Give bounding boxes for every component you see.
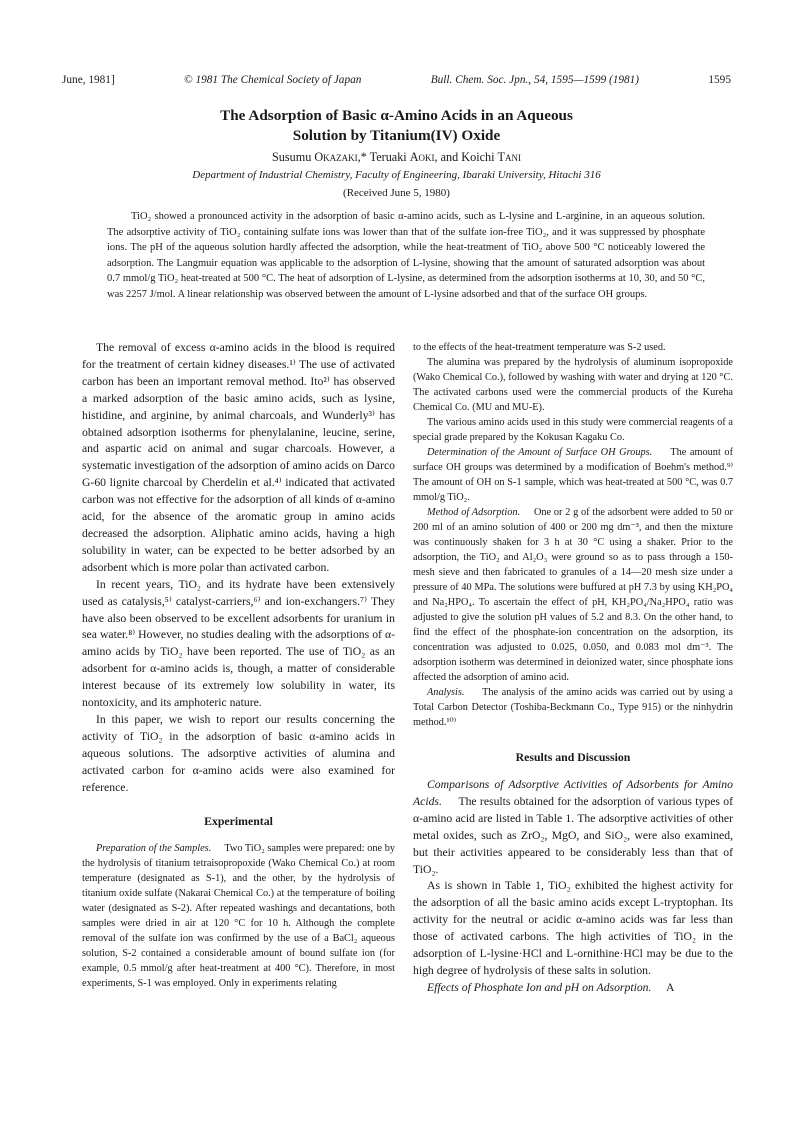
title-line-2: Solution by Titanium(IV) Oxide — [292, 127, 501, 144]
affiliation: Department of Industrial Chemistry, Faculty of Engineering, Ibaraki University, Hitachi 316 — [192, 169, 601, 181]
title-line-1: The Adsorption of Basic α-Amino Acids in an Aqueous — [220, 107, 573, 124]
author-list — [100, 150, 693, 165]
preparation-text: Two TiO₂ samples were prepared: one by the hydrolysis of titanium tetraisopropoxide (Wako Chemical Co.) at room temperature (designated as S-1), and the other, by the hydrolysis of titanium oxide sulfate (Nakarai Chemical Co.) at the temperature of boiling water (designated as S-2). After repeated washings and decantations, both samples were dried in air at 120 °C for 10 h. Although the complete removal of the sulfate ion was confirmed by the use of a BaCl₂ aqueous solution, S-2 contained a considerable amount of bound sulfate ion (for example, 0.5 mmol/g after heat-treatment at 400 °C). Therefore, in most experiments, S-1 was employed. Only in experiments relating — [82, 843, 396, 990]
received-date: (Received June 5, 1980) — [343, 187, 450, 199]
comparison-text: The results obtained for the adsorption of various types of α-amino acid are listed in Table 1. The adsorptive activities of other metal oxides, such as ZrO₂, MgO, and SiO₂, were also examined, but their activities appeared to be considerably less than that of TiO₂. — [413, 794, 733, 876]
oh-groups-paragraph — [413, 445, 733, 505]
right-column — [413, 340, 733, 997]
intro-paragraph-3: In this paper, we wish to report our results concerning the activity of TiO₂ in the adsorption of basic α-amino acids in aqueous solutions. The adsorptive activities of alumina and activated carbon for α-amino acids were also examined for reference. — [82, 712, 395, 794]
header-date: June, 1981] — [62, 74, 115, 86]
method-subheading: Method of Adsorption. — [427, 507, 521, 518]
intro-paragraph-2: In recent years, TiO₂ and its hydrate have been extensively used as catalysis,⁵⁾ catalyst-carriers,⁶⁾ and ion-exchangers.⁷⁾ They have also been observed to be excellent adsorbents for uranium in sea water.⁸⁾ However, no studies dealing with the adsorptions of α-amino acids by TiO₂ have been reported. The use of TiO₂ as an adsorbent for α-amino acids is, though, a matter of considerable interest because of its extremely low solubility in water, its nontoxicity, and its amphoteric nature. — [82, 577, 395, 710]
analysis-subheading: Analysis. — [427, 687, 465, 698]
effects-subheading: Effects of Phosphate Ion and pH on Adsorption. — [427, 980, 652, 994]
analysis-text: The analysis of the amino acids was carried out by using a Total Carbon Detector (Toshiba-Beckmann Co., Type 915) or the ninhydrin method.¹⁰⁾ — [413, 687, 734, 728]
author-3-last: Tani — [497, 150, 521, 164]
author-1-first: Susumu — [272, 150, 315, 164]
effects-paragraph — [413, 980, 733, 997]
continuation-paragraph: to the effects of the heat-treatment temperature was S-2 used. — [413, 342, 666, 353]
oh-groups-subheading: Determination of the Amount of Surface OH Groups. — [427, 447, 653, 458]
preparation-paragraph — [82, 841, 395, 991]
left-column — [82, 340, 395, 991]
author-1-last: Okazaki — [314, 150, 358, 164]
comparison-paragraph — [413, 777, 733, 878]
author-2-first: Teruaki — [366, 150, 410, 164]
experimental-heading: Experimental — [204, 814, 273, 829]
intro-paragraph-1: The removal of excess α-amino acids in the blood is required for the treatment of certain kidney diseases.¹⁾ The use of activated carbon has been an important removal method. Ito²⁾ has observed a marked adsorption of the basic amino acids, such as lysine, histidine, and arginine, by animal charcoals, and Wunderly³⁾ has obtained adsorption isotherms for phenylalanine, leucine, serine, and aspartic acid on animal and sugar charcoals. However, a systematic investigation of the adsorption of amino acids on Darco G-60 lignite charcoal by Cherdelin et al.⁴⁾ indicated that activated carbon was not effective for the adsorption of all kinds of α-amino acid, for the absence of the aromatic group in amino acids decreased the adsorption. Aliphatic amino acids, having a high solubility in water, can be expected to be better adsorbed by an adsorbent which is more polar than activated carbon. — [82, 341, 395, 574]
preparation-subheading: Preparation of the Samples. — [96, 843, 212, 855]
author-1-mark: ,* — [357, 150, 367, 164]
abstract: TiO₂ showed a pronounced activity in the adsorption of basic α-amino acids, such as L-lysine and L-arginine, in an aqueous solution. The adsorptive activity of TiO₂ containing sulfate ions was lower than that of the sulfate ion-free TiO₂, and it was suppressed by phosphate ions. The pH of the aqueous solution hardly affected the adsorption, while the heat-treatment of TiO₂ above 500 °C noticeably lowered the adsorption. The Langmuir equation was applicable to the adsorption of L-lysine, showing that the amount of saturated adsorption was about 0.7 mmol/g TiO₂ heat-treated at 500 °C. The heat of adsorption of L-lysine, as determined from the adsorption isotherms at 10, 30, and 50 °C, was 2257 J/mol. A linear relationship was observed between the amount of L-lysine adsorbed and that of the surface OH groups. — [107, 211, 705, 300]
comparison-subheading: Comparisons of Adsorptive Activities of Adsorbents for Amino Acids. — [413, 778, 733, 808]
running-header — [62, 74, 731, 90]
author-2-last: Aoki — [409, 150, 435, 164]
author-sep: , and — [434, 150, 459, 164]
results-heading: Results and Discussion — [515, 750, 631, 764]
method-text: One or 2 g of the adsorbent were added to 50 or 200 ml of an amino solution of 400 or 200 mg dm⁻³, and then the mixture was continuously shaken for 3 h at 30 °C using a shaker. Prior to the adsorption, the TiO₂ and Al₂O₃ were ground so as to pass through a 150-mesh sieve and then fabricated to granules of a 14—20 mesh size under a pressure of 40 MPa. The solutions were buffured at pH 7.3 by using KH₂PO₄ and Na₂HPO₄. To ascertain the effect of pH, KH₂PO₄/Na₂HPO₄ ratio was adjusted to give the solution pH values of 5.2 and 8.3. On the other hand, to find the effect of the phosphate-ion concentration on the adsorption, its concentration was adjusted to 0.025, 0.050, and 0.083 mol dm⁻³. The adsorption isotherm was determined in deionized water, since phosphate ions affected the adsorption of amino acid. — [413, 507, 733, 683]
method-paragraph — [413, 505, 733, 685]
analysis-paragraph — [413, 685, 733, 730]
table-discussion-paragraph: As is shown in Table 1, TiO₂ exhibited the highest activity for the adsorption of all the basic amino acids except L-tryptophan. Its activity for the neutral or acidic α-amino acids was far less than those of activated carbons. The high activities of TiO₂ in the adsorption of L-lysine·HCl and L-ornithine·HCl may be due to the high degree of hydrolysis of these salts in solution. — [413, 879, 733, 977]
oh-groups-text: The amount of surface OH groups was determined by a modification of Boehm's method.⁹⁾ The amount of OH on S-1 sample, which was heat-treated at 500 °C, was 0.7 mmol/g TiO₂. — [413, 447, 733, 503]
header-copyright: © 1981 The Chemical Society of Japan — [184, 74, 362, 86]
effects-text: A — [666, 980, 675, 994]
header-page-number: 1595 — [708, 74, 731, 86]
alumina-paragraph: The alumina was prepared by the hydrolysis of aluminum isopropoxide (Wako Chemical Co.), followed by washing with water and drying at 120 °C. The activated carbons used were the commercial products of the Kureha Chemical Co. (MU and MU-E). — [413, 357, 733, 413]
article-title — [120, 106, 673, 146]
header-journal-citation: Bull. Chem. Soc. Jpn., 54, 1595—1599 (1981) — [430, 74, 640, 86]
amino-acids-paragraph: The various amino acids used in this study were commercial reagents of a special grade prepared by the Kokusan Kagaku Co. — [413, 417, 733, 443]
author-3-first: Koichi — [458, 150, 498, 164]
